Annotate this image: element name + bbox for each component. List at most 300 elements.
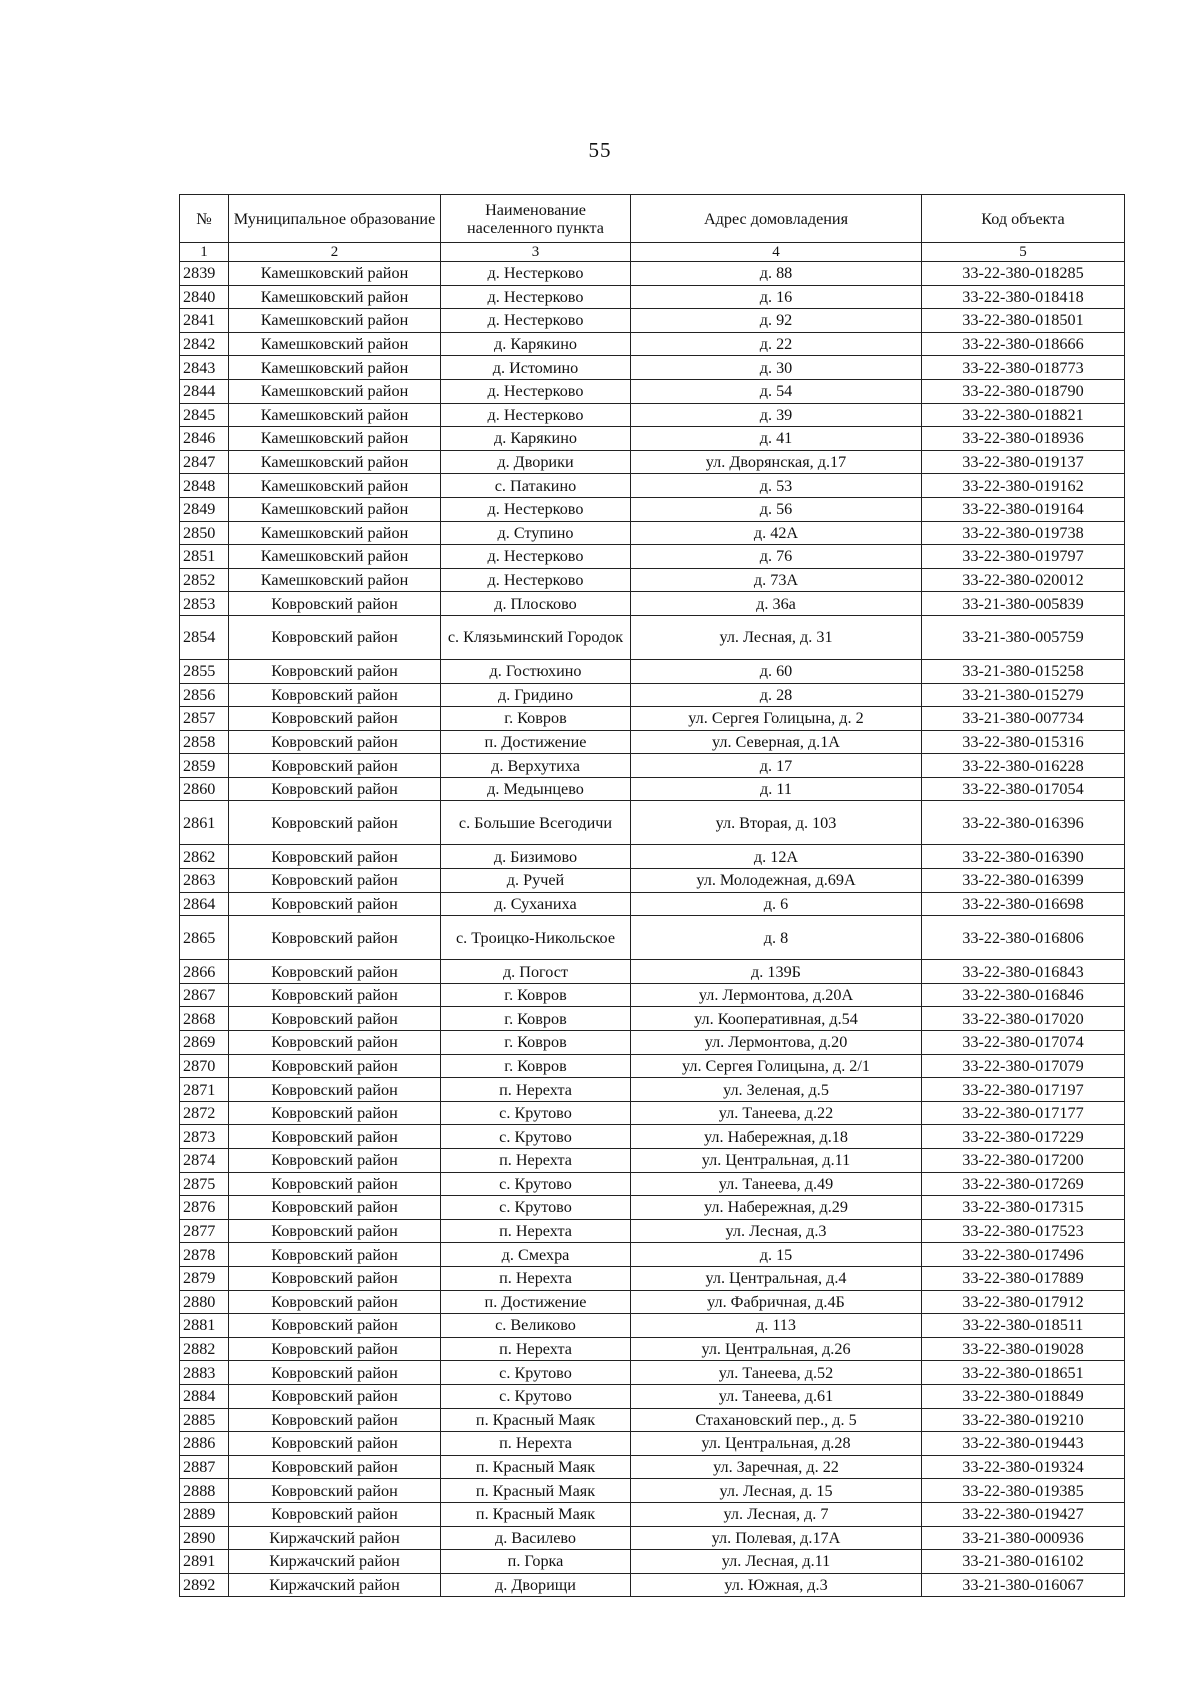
object-code-cell: 33-22-380-019738 — [922, 521, 1125, 545]
object-code-cell: 33-21-380-015279 — [922, 683, 1125, 707]
settlement-cell: с. Крутово — [441, 1384, 631, 1408]
address-cell: Стахановский пер., д. 5 — [631, 1408, 922, 1432]
column-number: 4 — [631, 243, 922, 262]
column-number: 3 — [441, 243, 631, 262]
row-number: 2846 — [180, 427, 229, 451]
table-row — [180, 615, 1125, 659]
row-number: 2839 — [180, 262, 229, 286]
municipality-cell: Ковровский район — [229, 1031, 441, 1055]
row-number: 2859 — [180, 754, 229, 778]
table-row — [180, 916, 1125, 960]
table-row — [180, 1502, 1125, 1526]
address-cell: ул. Набережная, д.18 — [631, 1125, 922, 1149]
settlement-cell: д. Верхутиха — [441, 754, 631, 778]
table-row — [180, 1054, 1125, 1078]
municipality-cell: Ковровский район — [229, 960, 441, 984]
settlement-cell: с. Крутово — [441, 1172, 631, 1196]
address-cell: д. 41 — [631, 427, 922, 451]
settlement-cell: п. Достижение — [441, 1290, 631, 1314]
table-row — [180, 1196, 1125, 1220]
header-number: № — [180, 195, 229, 243]
row-number: 2855 — [180, 659, 229, 683]
municipality-cell: Камешковский район — [229, 568, 441, 592]
table-row — [180, 892, 1125, 916]
row-number: 2849 — [180, 497, 229, 521]
settlement-cell: с. Крутово — [441, 1361, 631, 1385]
address-cell: ул. Зеленая, д.5 — [631, 1078, 922, 1102]
table-row — [180, 568, 1125, 592]
settlement-cell: с. Клязьминский Городок — [441, 615, 631, 659]
page-number: 55 — [588, 138, 612, 162]
settlement-cell: д. Нестерково — [441, 262, 631, 286]
settlement-cell: д. Нестерково — [441, 379, 631, 403]
table-row — [180, 659, 1125, 683]
object-code-cell: 33-22-380-017079 — [922, 1054, 1125, 1078]
object-code-cell: 33-22-380-016396 — [922, 801, 1125, 845]
table-row — [180, 1408, 1125, 1432]
object-code-cell: 33-22-380-018849 — [922, 1384, 1125, 1408]
settlement-cell: д. Смехра — [441, 1243, 631, 1267]
object-code-cell: 33-21-380-007734 — [922, 707, 1125, 731]
municipality-cell: Киржачский район — [229, 1550, 441, 1574]
row-number: 2858 — [180, 730, 229, 754]
settlement-cell: д. Бизимово — [441, 845, 631, 869]
settlement-cell: с. Троицко-Никольское — [441, 916, 631, 960]
municipality-cell: Ковровский район — [229, 1361, 441, 1385]
address-cell: ул. Танеева, д.52 — [631, 1361, 922, 1385]
object-code-cell: 33-22-380-017315 — [922, 1196, 1125, 1220]
table-row — [180, 474, 1125, 498]
municipality-cell: Камешковский район — [229, 474, 441, 498]
municipality-cell: Камешковский район — [229, 356, 441, 380]
address-cell: ул. Полевая, д.17А — [631, 1526, 922, 1550]
settlement-cell: с. Крутово — [441, 1101, 631, 1125]
municipality-cell: Ковровский район — [229, 1243, 441, 1267]
settlement-cell: с. Патакино — [441, 474, 631, 498]
settlement-cell: п. Красный Маяк — [441, 1455, 631, 1479]
object-code-cell: 33-22-380-019797 — [922, 545, 1125, 569]
address-cell: ул. Танеева, д.49 — [631, 1172, 922, 1196]
row-number: 2877 — [180, 1219, 229, 1243]
row-number: 2842 — [180, 332, 229, 356]
settlement-cell: п. Нерехта — [441, 1266, 631, 1290]
object-code-cell: 33-22-380-018501 — [922, 309, 1125, 333]
object-code-cell: 33-22-380-018666 — [922, 332, 1125, 356]
municipality-cell: Камешковский район — [229, 521, 441, 545]
object-code-cell: 33-22-380-016843 — [922, 960, 1125, 984]
row-number: 2844 — [180, 379, 229, 403]
municipality-cell: Ковровский район — [229, 1408, 441, 1432]
settlement-cell: д. Истомино — [441, 356, 631, 380]
table-row — [180, 845, 1125, 869]
object-code-cell: 33-22-380-018790 — [922, 379, 1125, 403]
municipality-cell: Ковровский район — [229, 1054, 441, 1078]
table-row — [180, 1172, 1125, 1196]
object-code-cell: 33-21-380-005759 — [922, 615, 1125, 659]
row-number: 2851 — [180, 545, 229, 569]
address-cell: ул. Дворянская, д.17 — [631, 450, 922, 474]
address-cell: ул. Лесная, д.3 — [631, 1219, 922, 1243]
municipality-cell: Камешковский район — [229, 545, 441, 569]
table-row — [180, 1479, 1125, 1503]
address-cell: ул. Набережная, д.29 — [631, 1196, 922, 1220]
table-row — [180, 262, 1125, 286]
row-number: 2872 — [180, 1101, 229, 1125]
municipality-cell: Камешковский район — [229, 450, 441, 474]
object-code-cell: 33-22-380-017889 — [922, 1266, 1125, 1290]
settlement-cell: г. Ковров — [441, 1007, 631, 1031]
settlement-cell: д. Карякино — [441, 427, 631, 451]
object-code-cell: 33-22-380-017496 — [922, 1243, 1125, 1267]
object-code-cell: 33-22-380-017523 — [922, 1219, 1125, 1243]
table-row — [180, 777, 1125, 801]
municipality-cell: Ковровский район — [229, 1266, 441, 1290]
row-number: 2882 — [180, 1337, 229, 1361]
address-cell: ул. Лесная, д.11 — [631, 1550, 922, 1574]
table-row — [180, 1219, 1125, 1243]
address-cell: д. 53 — [631, 474, 922, 498]
address-cell: д. 42А — [631, 521, 922, 545]
address-cell: д. 16 — [631, 285, 922, 309]
address-cell: д. 28 — [631, 683, 922, 707]
object-code-cell: 33-22-380-018821 — [922, 403, 1125, 427]
header-municipality: Муниципальное образование — [229, 195, 441, 243]
address-cell: д. 60 — [631, 659, 922, 683]
municipality-cell: Киржачский район — [229, 1526, 441, 1550]
municipality-cell: Ковровский район — [229, 777, 441, 801]
settlement-cell: д. Карякино — [441, 332, 631, 356]
municipality-cell: Ковровский район — [229, 683, 441, 707]
column-number: 5 — [922, 243, 1125, 262]
table-row — [180, 730, 1125, 754]
municipality-cell: Ковровский район — [229, 1290, 441, 1314]
table-row — [180, 332, 1125, 356]
object-code-cell: 33-21-380-016067 — [922, 1573, 1125, 1597]
row-number: 2860 — [180, 777, 229, 801]
table-row — [180, 1361, 1125, 1385]
object-code-cell: 33-22-380-019210 — [922, 1408, 1125, 1432]
municipality-cell: Ковровский район — [229, 916, 441, 960]
row-number: 2847 — [180, 450, 229, 474]
row-number: 2856 — [180, 683, 229, 707]
row-number: 2884 — [180, 1384, 229, 1408]
row-number: 2864 — [180, 892, 229, 916]
municipality-cell: Камешковский район — [229, 332, 441, 356]
table-row — [180, 1031, 1125, 1055]
settlement-cell: д. Нестерково — [441, 403, 631, 427]
row-number: 2865 — [180, 916, 229, 960]
row-number: 2866 — [180, 960, 229, 984]
row-number: 2883 — [180, 1361, 229, 1385]
address-cell: д. 30 — [631, 356, 922, 380]
settlement-cell: д. Нестерково — [441, 568, 631, 592]
settlement-cell: г. Ковров — [441, 707, 631, 731]
address-cell: д. 73А — [631, 568, 922, 592]
address-cell: ул. Фабричная, д.4Б — [631, 1290, 922, 1314]
object-code-cell: 33-22-380-019028 — [922, 1337, 1125, 1361]
object-code-cell: 33-21-380-005839 — [922, 592, 1125, 616]
settlement-cell: д. Гостюхино — [441, 659, 631, 683]
address-cell: ул. Танеева, д.61 — [631, 1384, 922, 1408]
object-code-cell: 33-22-380-018511 — [922, 1314, 1125, 1338]
address-cell: ул. Сергея Голицына, д. 2/1 — [631, 1054, 922, 1078]
municipality-cell: Ковровский район — [229, 1219, 441, 1243]
settlement-cell: д. Дворищи — [441, 1573, 631, 1597]
table-row — [180, 427, 1125, 451]
municipality-cell: Ковровский район — [229, 1125, 441, 1149]
address-cell: д. 11 — [631, 777, 922, 801]
municipality-cell: Камешковский район — [229, 403, 441, 427]
municipality-cell: Ковровский район — [229, 1432, 441, 1456]
municipality-cell: Ковровский район — [229, 1314, 441, 1338]
municipality-cell: Камешковский район — [229, 497, 441, 521]
row-number: 2878 — [180, 1243, 229, 1267]
table-row — [180, 356, 1125, 380]
table-row — [180, 1101, 1125, 1125]
row-number: 2892 — [180, 1573, 229, 1597]
municipality-cell: Ковровский район — [229, 1172, 441, 1196]
settlement-cell: с. Крутово — [441, 1125, 631, 1149]
object-code-cell: 33-22-380-016228 — [922, 754, 1125, 778]
row-number: 2854 — [180, 615, 229, 659]
municipality-cell: Ковровский район — [229, 615, 441, 659]
municipality-cell: Ковровский район — [229, 1078, 441, 1102]
address-cell: д. 54 — [631, 379, 922, 403]
row-number: 2850 — [180, 521, 229, 545]
municipality-cell: Ковровский район — [229, 730, 441, 754]
object-code-cell: 33-22-380-017054 — [922, 777, 1125, 801]
row-number: 2871 — [180, 1078, 229, 1102]
object-code-cell: 33-22-380-019162 — [922, 474, 1125, 498]
municipality-cell: Камешковский район — [229, 262, 441, 286]
table-row — [180, 1384, 1125, 1408]
row-number: 2848 — [180, 474, 229, 498]
table-row — [180, 983, 1125, 1007]
settlement-cell: п. Нерехта — [441, 1078, 631, 1102]
object-code-cell: 33-22-380-019385 — [922, 1479, 1125, 1503]
object-code-cell: 33-21-380-015258 — [922, 659, 1125, 683]
address-cell: д. 12А — [631, 845, 922, 869]
object-code-cell: 33-22-380-019427 — [922, 1502, 1125, 1526]
row-number: 2880 — [180, 1290, 229, 1314]
table-row — [180, 403, 1125, 427]
settlement-cell: с. Великово — [441, 1314, 631, 1338]
address-cell: ул. Лермонтова, д.20А — [631, 983, 922, 1007]
object-code-cell: 33-22-380-016806 — [922, 916, 1125, 960]
table-row — [180, 801, 1125, 845]
settlement-cell: д. Гридино — [441, 683, 631, 707]
row-number: 2890 — [180, 1526, 229, 1550]
row-number: 2853 — [180, 592, 229, 616]
municipality-cell: Ковровский район — [229, 983, 441, 1007]
settlement-cell: д. Дворики — [441, 450, 631, 474]
address-cell: ул. Заречная, д. 22 — [631, 1455, 922, 1479]
address-cell: ул. Лесная, д. 31 — [631, 615, 922, 659]
settlement-cell: д. Василево — [441, 1526, 631, 1550]
object-code-cell: 33-22-380-018651 — [922, 1361, 1125, 1385]
row-number: 2843 — [180, 356, 229, 380]
table-header-row — [180, 195, 1125, 243]
table-row — [180, 1266, 1125, 1290]
table-row — [180, 1290, 1125, 1314]
row-number: 2861 — [180, 801, 229, 845]
settlement-cell: п. Нерехта — [441, 1149, 631, 1173]
municipality-cell: Ковровский район — [229, 1101, 441, 1125]
settlement-cell: г. Ковров — [441, 983, 631, 1007]
row-number: 2891 — [180, 1550, 229, 1574]
table-row — [180, 1078, 1125, 1102]
address-cell: ул. Центральная, д.28 — [631, 1432, 922, 1456]
address-cell: ул. Сергея Голицына, д. 2 — [631, 707, 922, 731]
header-object-code: Код объекта — [922, 195, 1125, 243]
table-row — [180, 379, 1125, 403]
row-number: 2863 — [180, 869, 229, 893]
row-number: 2875 — [180, 1172, 229, 1196]
settlement-cell: д. Погост — [441, 960, 631, 984]
municipality-cell: Ковровский район — [229, 592, 441, 616]
row-number: 2885 — [180, 1408, 229, 1432]
row-number: 2876 — [180, 1196, 229, 1220]
address-cell: д. 139Б — [631, 960, 922, 984]
table-row — [180, 1243, 1125, 1267]
municipality-cell: Ковровский район — [229, 1479, 441, 1503]
municipality-cell: Ковровский район — [229, 1007, 441, 1031]
table-row — [180, 1455, 1125, 1479]
table-row — [180, 521, 1125, 545]
column-number: 2 — [229, 243, 441, 262]
object-code-cell: 33-22-380-017020 — [922, 1007, 1125, 1031]
address-cell: д. 76 — [631, 545, 922, 569]
settlement-cell: с. Крутово — [441, 1196, 631, 1220]
table-row — [180, 1550, 1125, 1574]
municipality-cell: Ковровский район — [229, 845, 441, 869]
address-cell: д. 22 — [631, 332, 922, 356]
row-number: 2845 — [180, 403, 229, 427]
settlement-cell: п. Достижение — [441, 730, 631, 754]
municipality-cell: Ковровский район — [229, 1196, 441, 1220]
row-number: 2840 — [180, 285, 229, 309]
row-number: 2889 — [180, 1502, 229, 1526]
row-number: 2841 — [180, 309, 229, 333]
settlement-cell: п. Нерехта — [441, 1432, 631, 1456]
object-code-cell: 33-21-380-000936 — [922, 1526, 1125, 1550]
municipality-cell: Ковровский район — [229, 1455, 441, 1479]
municipality-cell: Ковровский район — [229, 869, 441, 893]
settlement-cell: д. Нестерково — [441, 285, 631, 309]
object-code-cell: 33-22-380-017229 — [922, 1125, 1125, 1149]
header-settlement: Наименование населенного пункта — [441, 195, 631, 243]
row-number: 2874 — [180, 1149, 229, 1173]
settlement-cell: д. Суханиха — [441, 892, 631, 916]
object-code-cell: 33-22-380-019443 — [922, 1432, 1125, 1456]
table-row — [180, 450, 1125, 474]
municipality-cell: Камешковский район — [229, 379, 441, 403]
municipality-cell: Киржачский район — [229, 1573, 441, 1597]
address-cell: ул. Лермонтова, д.20 — [631, 1031, 922, 1055]
table-row — [180, 1149, 1125, 1173]
object-code-cell: 33-22-380-017074 — [922, 1031, 1125, 1055]
settlement-cell: д. Нестерково — [441, 309, 631, 333]
address-cell: ул. Лесная, д. 7 — [631, 1502, 922, 1526]
address-cell: д. 56 — [631, 497, 922, 521]
object-code-cell: 33-22-380-019137 — [922, 450, 1125, 474]
table-row — [180, 545, 1125, 569]
table-row — [180, 1314, 1125, 1338]
municipality-cell: Камешковский район — [229, 309, 441, 333]
row-number: 2857 — [180, 707, 229, 731]
address-cell: д. 8 — [631, 916, 922, 960]
address-cell: ул. Центральная, д.11 — [631, 1149, 922, 1173]
address-cell: ул. Лесная, д. 15 — [631, 1479, 922, 1503]
object-code-cell: 33-22-380-018773 — [922, 356, 1125, 380]
address-cell: ул. Вторая, д. 103 — [631, 801, 922, 845]
object-code-cell: 33-21-380-016102 — [922, 1550, 1125, 1574]
row-number: 2852 — [180, 568, 229, 592]
object-code-cell: 33-22-380-016846 — [922, 983, 1125, 1007]
row-number: 2869 — [180, 1031, 229, 1055]
object-code-cell: 33-22-380-020012 — [922, 568, 1125, 592]
row-number: 2888 — [180, 1479, 229, 1503]
address-cell: д. 88 — [631, 262, 922, 286]
municipality-cell: Ковровский район — [229, 1337, 441, 1361]
object-code-cell: 33-22-380-016390 — [922, 845, 1125, 869]
municipality-cell: Ковровский район — [229, 707, 441, 731]
settlement-cell: д. Ручей — [441, 869, 631, 893]
table-row — [180, 309, 1125, 333]
settlement-cell: п. Красный Маяк — [441, 1479, 631, 1503]
object-code-cell: 33-22-380-018418 — [922, 285, 1125, 309]
settlement-cell: г. Ковров — [441, 1031, 631, 1055]
row-number: 2886 — [180, 1432, 229, 1456]
row-number: 2879 — [180, 1266, 229, 1290]
address-cell: д. 6 — [631, 892, 922, 916]
object-code-cell: 33-22-380-018936 — [922, 427, 1125, 451]
object-code-cell: 33-22-380-017912 — [922, 1290, 1125, 1314]
address-cell: ул. Северная, д.1А — [631, 730, 922, 754]
table-row — [180, 285, 1125, 309]
column-number: 1 — [180, 243, 229, 262]
settlement-cell: д. Плосково — [441, 592, 631, 616]
address-cell: д. 17 — [631, 754, 922, 778]
table-row — [180, 1432, 1125, 1456]
address-cell: д. 39 — [631, 403, 922, 427]
table-row — [180, 707, 1125, 731]
municipality-cell: Камешковский район — [229, 285, 441, 309]
object-code-cell: 33-22-380-017197 — [922, 1078, 1125, 1102]
table-row — [180, 1573, 1125, 1597]
table-row — [180, 683, 1125, 707]
settlement-cell: д. Нестерково — [441, 545, 631, 569]
row-number: 2870 — [180, 1054, 229, 1078]
settlement-cell: д. Медынцево — [441, 777, 631, 801]
object-code-cell: 33-22-380-019324 — [922, 1455, 1125, 1479]
settlement-cell: с. Большие Всегодичи — [441, 801, 631, 845]
table-body — [180, 262, 1125, 1597]
row-number: 2873 — [180, 1125, 229, 1149]
row-number: 2867 — [180, 983, 229, 1007]
object-code-cell: 33-22-380-018285 — [922, 262, 1125, 286]
object-code-cell: 33-22-380-015316 — [922, 730, 1125, 754]
municipality-cell: Ковровский район — [229, 1149, 441, 1173]
table-row — [180, 1125, 1125, 1149]
settlement-cell: д. Нестерково — [441, 497, 631, 521]
address-cell: д. 15 — [631, 1243, 922, 1267]
table-row — [180, 1526, 1125, 1550]
row-number: 2887 — [180, 1455, 229, 1479]
settlement-cell: г. Ковров — [441, 1054, 631, 1078]
address-cell: ул. Танеева, д.22 — [631, 1101, 922, 1125]
table-row — [180, 960, 1125, 984]
